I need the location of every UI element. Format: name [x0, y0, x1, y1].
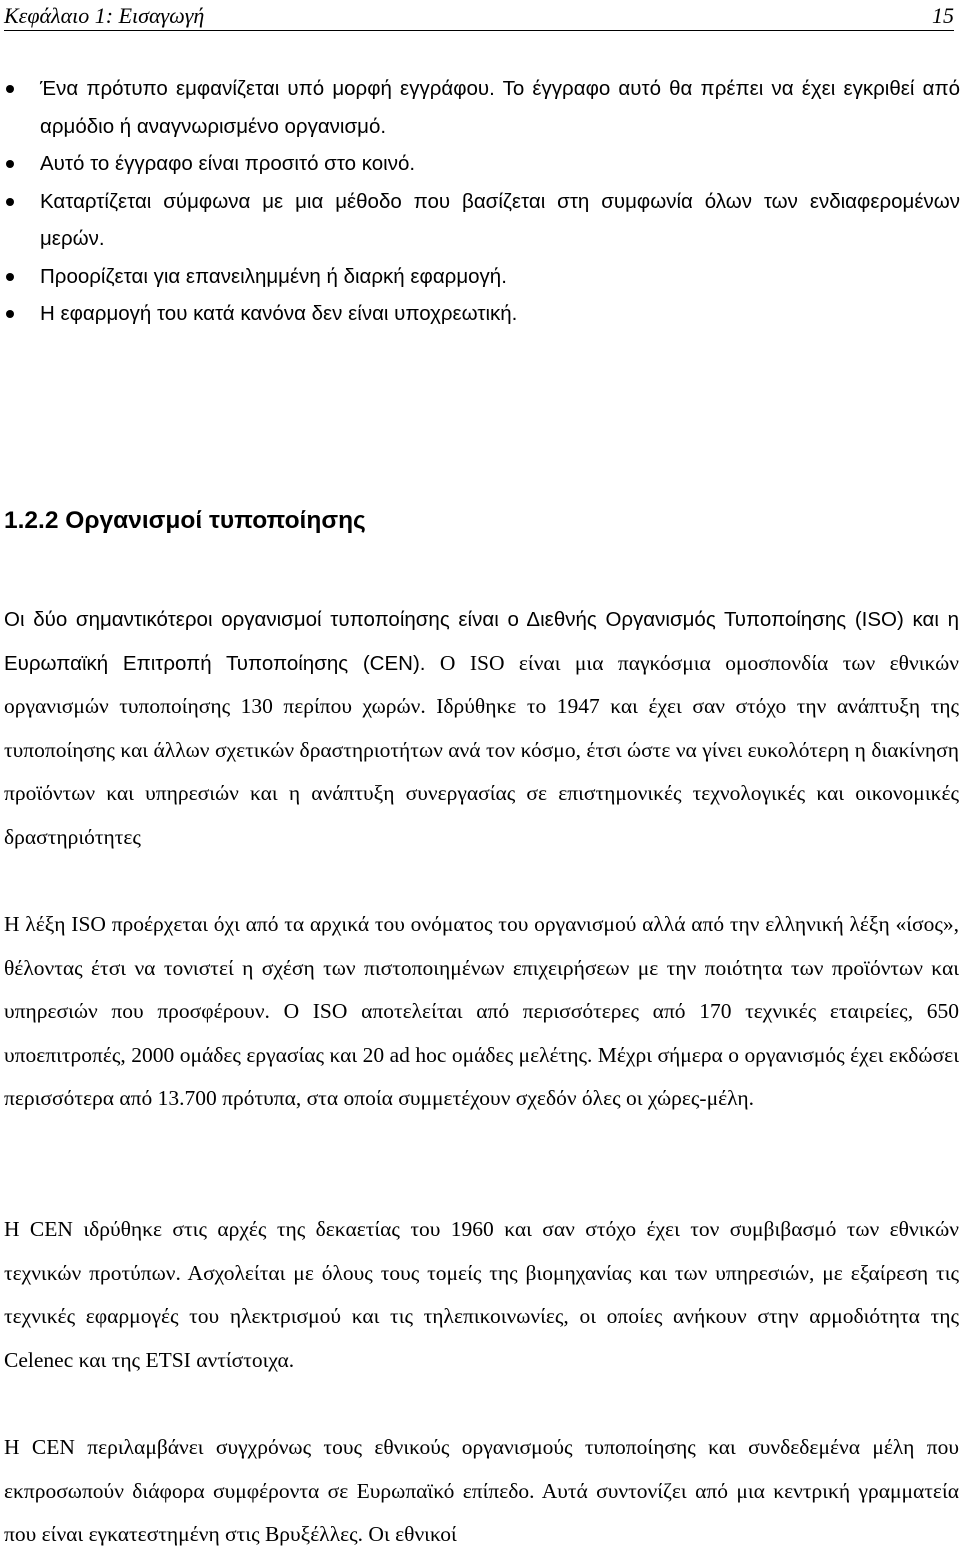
- list-item-text: Ένα πρότυπο εμφανίζεται υπό μορφή εγγράφου. Το έγγραφο αυτό θα πρέπει να έχει εγκριθεί από αρμόδιο ή αναγνωρισμένο οργανισμό.: [40, 77, 960, 138]
- paragraph-iso-name: Η λέξη ISO προέρχεται όχι από τα αρχικά του ονόματος του οργανισμού αλλά από την ελληνική λέξη «ίσος», θέλοντας έτσι να τονιστεί η σχέση των πιστοποιημένων επιχειρήσεων με την ποιότητα των προϊόντων και υπηρεσιών που προσφέρουν. Ο ISO αποτελείται από περισσότερες από 170 τεχνικές εταιρείες, 650 υποεπιτροπές, 2000 ομάδες εργασίας και 20 ad hoc ομάδες μελέτης. Μέχρι σήμερα ο οργανισμός έχει εκδώσει περισσότερα από 13.700 πρότυπα, στα οποία συμμετέχουν σχεδόν όλες οι χώρες-μέλη.: [4, 912, 959, 1111]
- bullet-icon: [6, 160, 14, 168]
- list-item: [0, 183, 960, 258]
- bullet-icon: [6, 310, 14, 318]
- paragraph-iso-intro: [4, 598, 959, 860]
- bullet-icon: [6, 198, 14, 206]
- page-number: 15: [932, 3, 954, 28]
- list-item-text: Προορίζεται για επανειλημμένη ή διαρκή εφαρμογή.: [40, 264, 507, 288]
- chapter-title: Κεφάλαιο 1: Εισαγωγή: [4, 3, 205, 28]
- paragraph-cen-members: Η CEN περιλαμβάνει συγχρόνως τους εθνικούς οργανισμούς τυποποίησης και συνδεδεμένα μέλη που εκπροσωπούν διάφορα συμφέροντα σε Ευρωπαϊκό επίπεδο. Αυτά συντονίζει από μια κεντρική γραμματεία που είναι εγκατεστημένη στις Βρυξέλλες. Οι εθνικοί: [4, 1435, 959, 1547]
- paragraph-cen-founding: Η CEN ιδρύθηκε στις αρχές της δεκαετίας του 1960 και σαν στόχο έχει τον συμβιβασμό των εθνικών τεχνικών προτύπων. Ασχολείται με όλους τους τομείς της βιομηχανίας και των υπηρεσιών, με εξαίρεση τις τεχνικές εφαρμογές του ηλεκτρισμού και τις τηλεπικοινωνίες, οι οποίες ανήκουν στην αρμοδιότητα της Celenec και της ETSI αντίστοιχα.: [4, 1217, 959, 1372]
- list-item-text: Καταρτίζεται σύμφωνα με μια μέθοδο που βασίζεται στη συμφωνία όλων των ενδιαφερομένων μερών.: [40, 189, 960, 250]
- bullet-list: [0, 70, 960, 333]
- list-item: [0, 70, 960, 145]
- bullet-icon: [6, 85, 14, 93]
- paragraph-serif-part: Ο ISO είναι μια παγκόσμια ομοσπονδία των εθνικών οργανισμών τυποποίησης 130 περίπου χωρών. Ιδρύθηκε το 1947 και έχει σαν στόχο την ανάπτυξη της τυποποίησης και άλλων σχετικών δραστηριοτήτων ανά τον κόσμο, έτσι ώστε να γίνει ευκολότερη η διακίνηση προϊόντων και υπηρεσιών και η ανάπτυξη συνεργασίας σε επιστημονικές τεχνολογικές και οικονομικές δραστηριότητες: [4, 650, 959, 849]
- paragraph-sans-part: Οι δύο σημαντικότεροι οργανισμοί τυποποίησης είναι ο Διεθνής Οργανισμός Τυποποίησης (ISO) και η Ευρωπαϊκή Επιτροπή Τυποποίησης (CEN).: [4, 608, 959, 675]
- list-item: [0, 258, 960, 296]
- list-item: [0, 145, 960, 183]
- list-item-text: Αυτό το έγγραφο είναι προσιτό στο κοινό.: [40, 152, 416, 175]
- list-item: [0, 295, 960, 333]
- section-heading: 1.2.2 Οργανισμοί τυποποίησης: [4, 507, 366, 534]
- bullet-icon: [6, 273, 14, 281]
- page-header: [4, 0, 954, 31]
- list-item-text: Η εφαρμογή του κατά κανόνα δεν είναι υποχρεωτική.: [40, 302, 518, 325]
